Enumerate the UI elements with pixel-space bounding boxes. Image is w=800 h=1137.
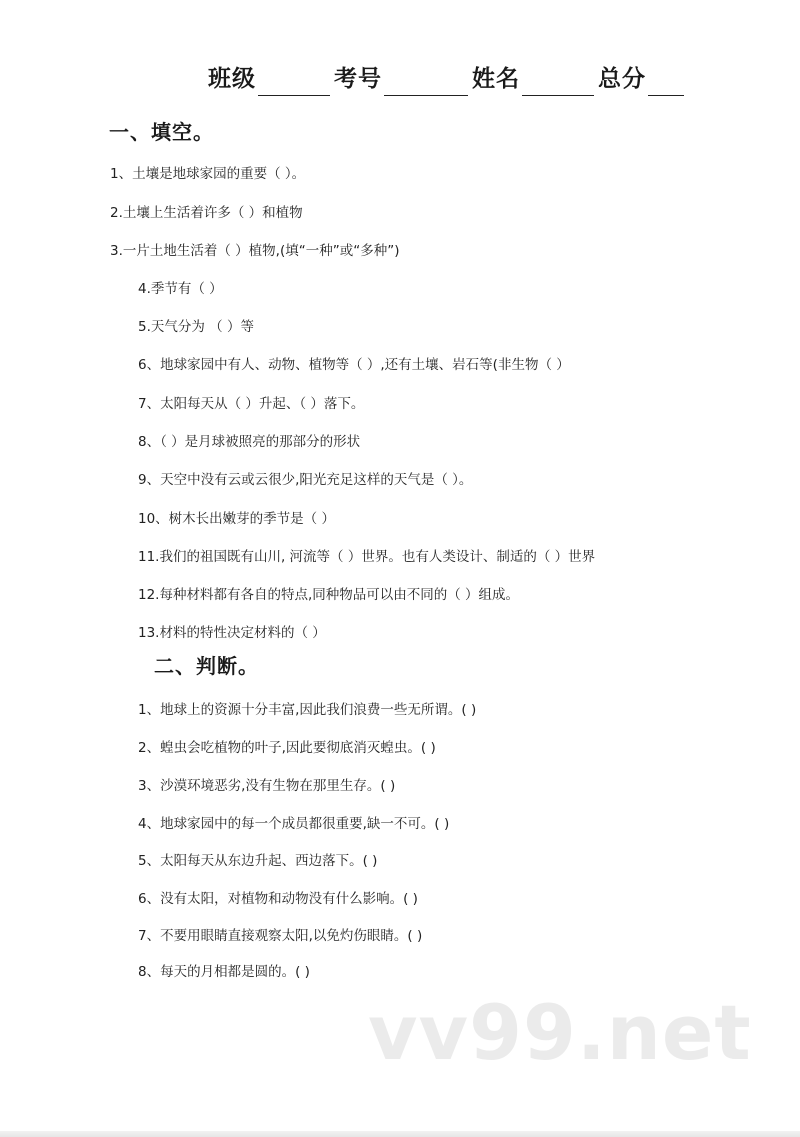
watermark-text: vv99.net (368, 988, 752, 1077)
fill-question-11: 11.我们的祖国既有山川, 河流等（ ）世界。也有人类设计、制适的（ ）世界 (138, 549, 596, 565)
judge-question-4: 4、地球家园中的每一个成员都很重要,缺一不可。( ) (138, 816, 450, 832)
section-title-fill-blank: 一、填空。 (109, 120, 214, 144)
fill-question-13: 13.材料的特性决定材料的（ ） (138, 625, 326, 641)
fill-question-7: 7、太阳每天从（ ）升起、（ ）落下。 (138, 396, 365, 412)
fill-question-9: 9、天空中没有云或云很少,阳光充足这样的天气是（ ）。 (138, 472, 473, 488)
judge-question-8: 8、每天的月相都是圆的。( ) (138, 964, 310, 980)
exam-no-blank (384, 65, 468, 96)
exam-header (208, 62, 686, 96)
name-blank (522, 65, 594, 96)
fill-question-3: 3.一片土地生活着（ ）植物,(填“一种”或“多种”) (110, 243, 400, 259)
judge-question-5: 5、太阳每天从东边升起、西边落下。( ) (138, 853, 378, 869)
fill-question-1: 1、土壤是地球家园的重要（ ）。 (110, 166, 306, 182)
exam-no-label: 考号 (334, 66, 382, 92)
name-label: 姓名 (472, 66, 520, 92)
fill-question-5: 5.天气分为 （ ）等 (138, 319, 254, 335)
fill-question-8: 8、（ ）是月球被照亮的那部分的形状 (138, 434, 361, 450)
section-title-judge: 二、判断。 (154, 654, 259, 678)
total-blank (648, 65, 684, 96)
class-label: 班级 (208, 66, 256, 92)
judge-question-2: 2、蝗虫会吃植物的叶子,因此要彻底消灭蝗虫。( ) (138, 740, 436, 756)
class-blank (258, 65, 330, 96)
fill-question-2: 2.土壤上生活着许多（ ）和植物 (110, 205, 303, 221)
total-label: 总分 (598, 66, 646, 92)
fill-question-4: 4.季节有（ ） (138, 281, 223, 297)
fill-question-10: 10、树木长出嫩芽的季节是（ ） (138, 511, 335, 527)
fill-question-6: 6、地球家园中有人、动物、植物等（ ）,还有土壤、岩石等(非生物（ ） (138, 357, 570, 373)
fill-question-12: 12.每种材料都有各自的特点,同种物品可以由不同的（ ）组成。 (138, 587, 520, 603)
judge-question-1: 1、地球上的资源十分丰富,因此我们浪费一些无所谓。( ) (138, 702, 477, 718)
page-bottom-edge (0, 1131, 800, 1137)
judge-question-6: 6、没有太阳，对植物和动物没有什么影响。( ) (138, 891, 418, 907)
judge-question-7: 7、不要用眼睛直接观察太阳,以免灼伤眼睛。( ) (138, 928, 423, 944)
judge-question-3: 3、沙漠环境恶劣,没有生物在那里生存。( ) (138, 778, 396, 794)
